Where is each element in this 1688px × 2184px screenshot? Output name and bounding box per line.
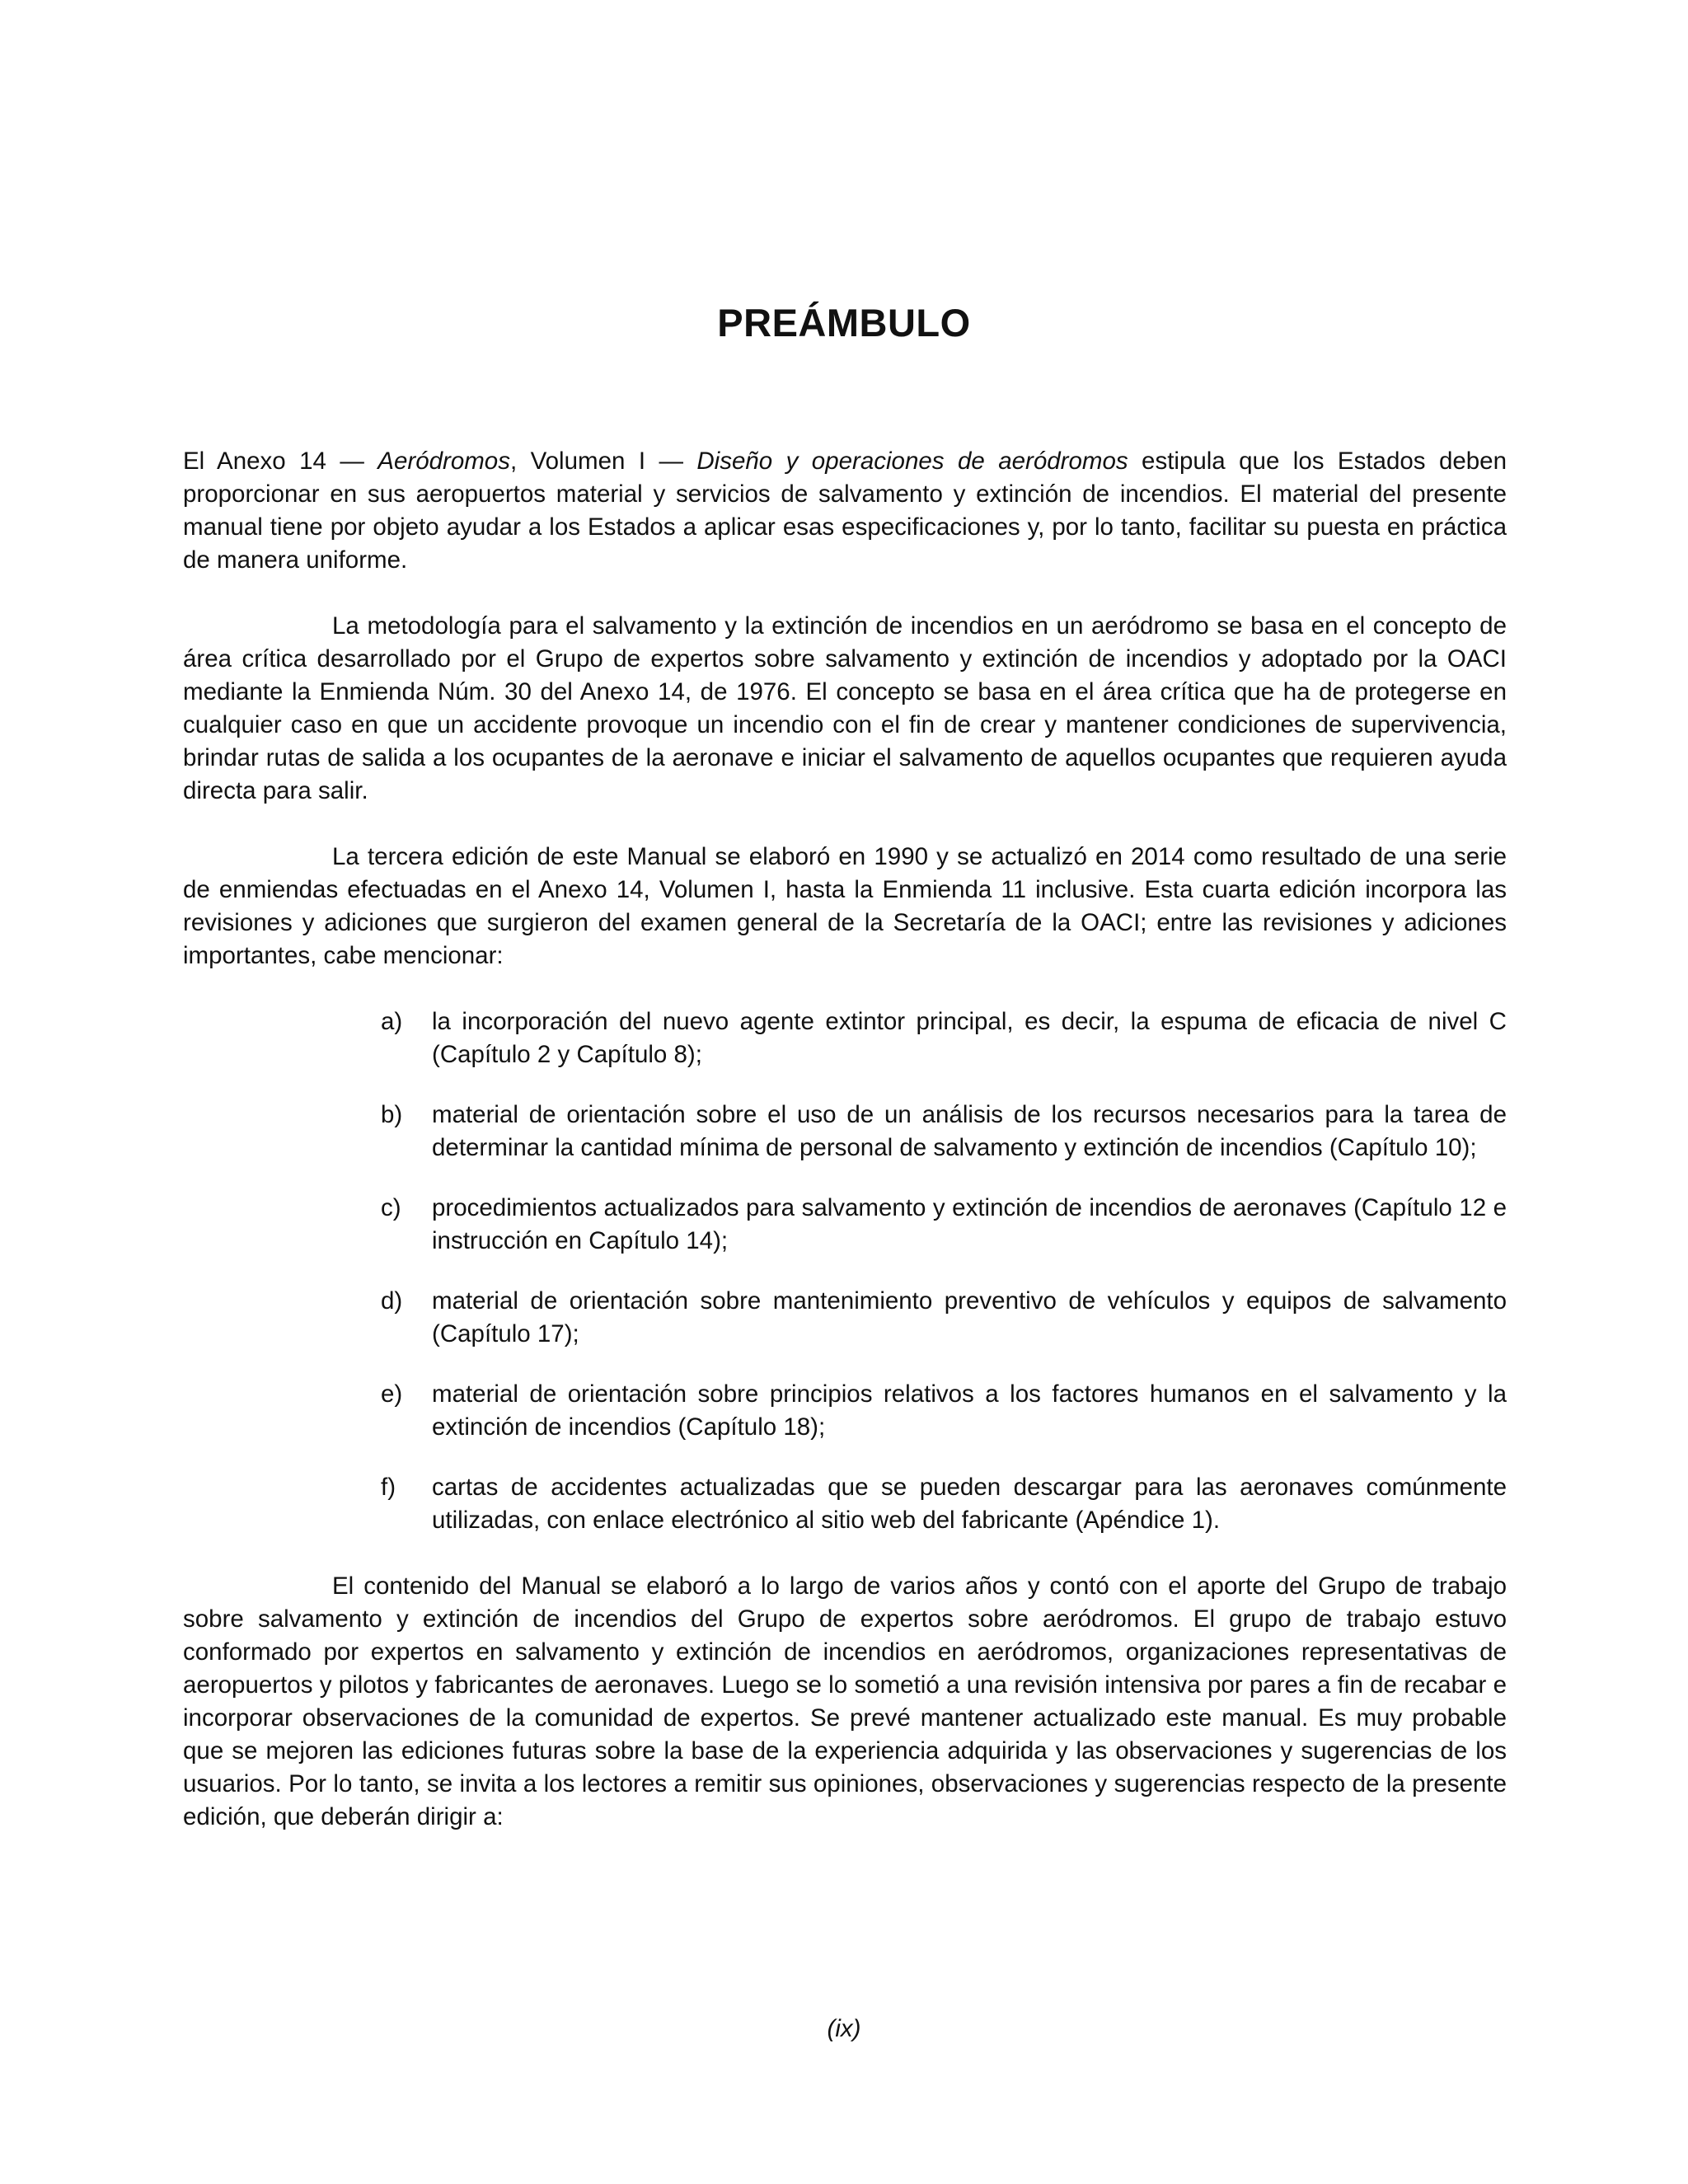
volume-title-italic: Diseño y operaciones de aeródromos — [696, 448, 1128, 475]
list-item — [381, 1471, 1507, 1537]
paragraph-editions: La tercera edición de este Manual se elaboró en 1990 y se actualizó en 2014 como resultado de una serie de enmiendas efectuadas en el Anexo 14, Volumen I, hasta la Enmienda 11 inclusive. Esta cuarta edición incorpora las revisiones y adiciones que surgieron del examen general de la Secretaría de la OACI; entre las revisiones y adiciones importantes, cabe mencionar: — [183, 843, 1507, 969]
preamble-body — [183, 445, 1507, 1867]
list-item — [381, 1192, 1507, 1258]
list-item-text: material de orientación sobre mantenimiento preventivo de vehículos y equipos de salvamento (Capítulo 17); — [432, 1287, 1507, 1347]
annex-title-italic: Aeródromos — [377, 448, 510, 475]
list-item-text: la incorporación del nuevo agente extintor principal, es decir, la espuma de eficacia de nivel C (Capítulo 2 y Capítulo 8); — [432, 1008, 1507, 1068]
intro-text-1: El Anexo 14 — — [183, 448, 378, 475]
list-item-text: material de orientación sobre principios relativos a los factores humanos en el salvamento y la extinción de incendios (Capítulo 18); — [432, 1380, 1507, 1441]
intro-text-2: , Volumen I — — [509, 448, 697, 475]
list-item-marker: f) — [381, 1474, 396, 1501]
intro-text-3: estipula que los Estados deben proporcionar en sus aeropuertos material y servicios de salvamento y extinción de incendios. El material del presente manual tiene por objeto ayudar a los Estados a aplicar esas especificaciones y, por lo tanto, facilitar su puesta en práctica de manera uniforme. — [183, 448, 1507, 574]
list-item-text: material de orientación sobre el uso de un análisis de los recursos necesarios para la tarea de determinar la cantidad mínima de personal de salvamento y extinción de incendios (Capítulo 10); — [432, 1101, 1507, 1161]
list-item-marker: d) — [381, 1287, 403, 1315]
list-item-marker: c) — [381, 1194, 401, 1221]
list-item — [381, 1285, 1507, 1351]
list-item-text: cartas de accidentes actualizadas que se pueden descargar para las aeronaves comúnmente utilizadas, con enlace electrónico al sitio web del fabricante (Apéndice 1). — [432, 1474, 1507, 1534]
list-item-marker: e) — [381, 1380, 403, 1408]
paragraph-intro — [183, 445, 1507, 577]
page-number: (ix) — [827, 2015, 861, 2042]
list-item — [381, 1378, 1507, 1444]
page-title: PREÁMBULO — [717, 301, 971, 344]
paragraph-contributions: El contenido del Manual se elaboró a lo largo de varios años y contó con el aporte del Grupo de trabajo sobre salvamento y extinción de incendios del Grupo de expertos sobre aeródromos. El grupo de trabajo estuvo conformado por expertos en salvamento y extinción de incendios en aeródromos, organizaciones representativas de aeropuertos y pilotos y fabricantes de aeronaves. Luego se lo sometió a una revisión intensiva por pares a fin de recabar e incorporar observaciones de la comunidad de expertos. Se prevé mantener actualizado este manual. Es muy probable que se mejoren las ediciones futuras sobre la base de la experiencia adquirida y las observaciones y sugerencias de los usuarios. Por lo tanto, se invita a los lectores a remitir sus opiniones, observaciones y sugerencias respecto de la presente edición, que deberán dirigir a: — [183, 1572, 1507, 1830]
list-item-text: procedimientos actualizados para salvamento y extinción de incendios de aeronaves (Capítulo 12 e instrucción en Capítulo 14); — [432, 1194, 1507, 1254]
list-item — [381, 1099, 1507, 1165]
paragraph-methodology: La metodología para el salvamento y la extinción de incendios en un aeródromo se basa en el concepto de área crítica desarrollado por el Grupo de expertos sobre salvamento y extinción de incendios y adoptado por la OACI mediante la Enmienda Núm. 30 del Anexo 14, de 1976. El concepto se basa en el área crítica que ha de protegerse en cualquier caso en que un accidente provoque un incendio con el fin de crear y mantener condiciones de supervivencia, brindar rutas de salida a los ocupantes de la aeronave e iniciar el salvamento de aquellos ocupantes que requieren ayuda directa para salir. — [183, 612, 1507, 804]
list-item-marker: a) — [381, 1008, 403, 1035]
list-item — [381, 1005, 1507, 1071]
revisions-list — [183, 1005, 1507, 1537]
list-item-marker: b) — [381, 1101, 403, 1128]
